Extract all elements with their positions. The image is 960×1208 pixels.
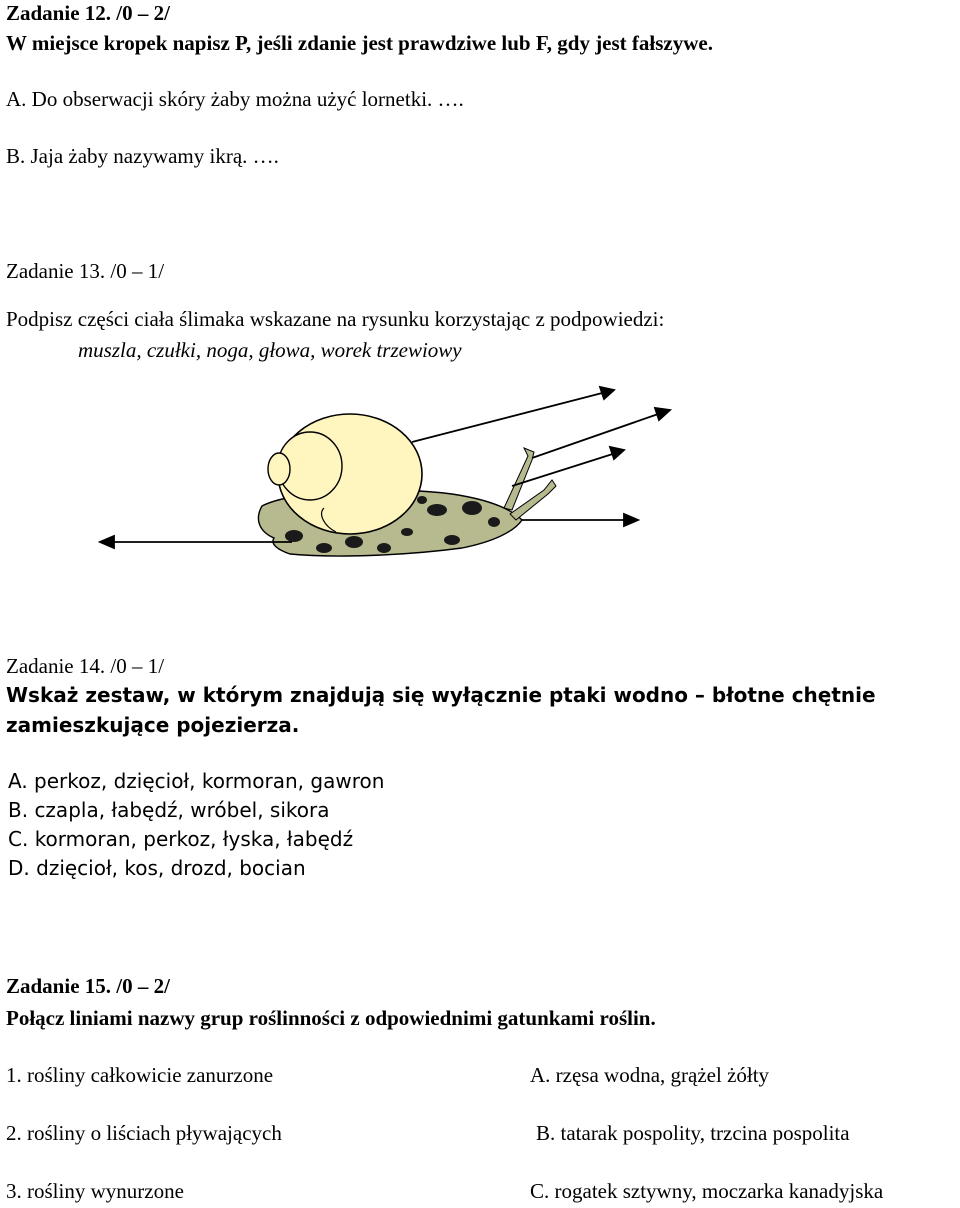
- task15-group-2: 2. rośliny o liściach pływających: [6, 1121, 282, 1145]
- option-text: perkoz, dzięcioł, kormoran, gawron: [34, 769, 385, 793]
- arrow-middle: [532, 412, 664, 458]
- task14-option-b: [8, 797, 329, 823]
- task15-group-1: 1. rośliny całkowicie zanurzone: [6, 1063, 274, 1087]
- task15-species-c: C. rogatek sztywny, moczarka kanadyjska: [530, 1179, 884, 1203]
- task12-item-b: B. Jaja żaby nazywamy ikrą. ….: [6, 144, 279, 168]
- task12-instruction: W miejsce kropek napisz P, jeśli zdanie jest prawdziwe lub F, gdy jest fałszywe.: [6, 31, 713, 55]
- task12-title: Zadanie 12. /0 – 2/: [6, 1, 170, 25]
- task15-species-a: A. rzęsa wodna, grążel żółty: [530, 1063, 770, 1087]
- snail-diagram: [92, 382, 692, 564]
- option-letter: D.: [8, 856, 30, 880]
- task13-instruction: Podpisz części ciała ślimaka wskazane na rysunku korzystając z podpowiedzi:: [6, 307, 665, 331]
- option-text: kormoran, perkoz, łyska, łabędź: [34, 827, 354, 851]
- task12-item-a: A. Do obserwacji skóry żaby można użyć lornetki. ….: [6, 87, 464, 111]
- task14-question-line2: zamieszkujące pojezierza.: [6, 713, 300, 737]
- task15-title: Zadanie 15. /0 – 2/: [6, 974, 170, 998]
- option-text: czapla, łabędź, wróbel, sikora: [34, 798, 330, 822]
- task14-option-d: [8, 855, 306, 881]
- snail-shell-apex: [268, 453, 290, 485]
- option-letter: A.: [8, 769, 28, 793]
- task14-title: Zadanie 14. /0 – 1/: [6, 654, 165, 678]
- task15-species-b: B. tatarak pospolity, trzcina pospolita: [536, 1121, 850, 1145]
- task14-question-line1: Wskaż zestaw, w którym znajdują się wyłącznie ptaki wodno – błotne chętnie: [6, 683, 876, 707]
- task14-option-a: [8, 768, 384, 794]
- task13-hint: muszla, czułki, noga, głowa, worek trzewiowy: [78, 338, 462, 362]
- task14-option-c: [8, 826, 353, 852]
- task15-group-3: 3. rośliny wynurzone: [6, 1179, 184, 1203]
- option-letter: B.: [8, 798, 29, 822]
- task15-instruction: Połącz liniami nazwy grup roślinności z odpowiednimi gatunkami roślin.: [6, 1006, 656, 1030]
- arrow-upper: [412, 391, 610, 442]
- option-text: dzięcioł, kos, drozd, bocian: [36, 856, 306, 880]
- option-letter: C.: [8, 827, 29, 851]
- task13-title: Zadanie 13. /0 – 1/: [6, 259, 165, 283]
